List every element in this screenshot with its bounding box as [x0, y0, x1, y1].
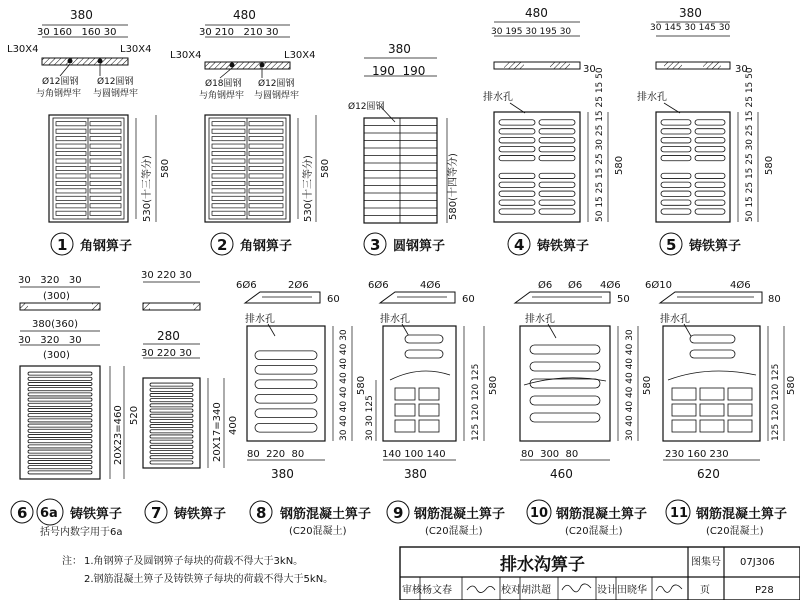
grate-bar: [90, 159, 121, 163]
d1-note-l2: 与角钢焊牢: [36, 89, 82, 99]
drain-slot: [695, 209, 725, 214]
d7-mid-row: 30 220 30: [141, 348, 192, 359]
drain-slot: [395, 388, 415, 400]
d1-note-r1: Ø12圆钢: [97, 77, 134, 87]
page-number: P28: [755, 585, 774, 596]
d5-hole-label: 排水孔: [637, 92, 667, 103]
d8-h: 60: [327, 294, 340, 305]
d6-mid-row: 30 320 30: [18, 335, 82, 346]
drain-slot: [700, 420, 724, 432]
d3-number: 3: [370, 236, 381, 254]
grate-bar: [90, 144, 121, 148]
drain-slot: [499, 147, 535, 152]
d4-thickness: 30: [583, 64, 596, 75]
d2-number: 2: [217, 236, 228, 254]
drain-slot: [539, 173, 575, 178]
drain-slot: [661, 209, 691, 214]
grate-bar: [56, 181, 86, 185]
drain-slot: [728, 420, 752, 432]
drain-slot: [28, 471, 92, 474]
drain-slot: [661, 138, 691, 143]
drain-slot: [539, 147, 575, 152]
atlas-number: 07J306: [740, 557, 775, 568]
grate-bar: [56, 189, 86, 193]
drain-slot: [695, 129, 725, 134]
d11-name: 钢筋混凝土箅子: [696, 507, 788, 522]
grate-bar: [249, 189, 283, 193]
d4-v-left: 50 15 25 15 25 30 25 15 25 15 50: [595, 67, 605, 222]
d3-name: 圆钢箅子: [393, 239, 446, 254]
drain-slot: [419, 420, 439, 432]
grate-bar: [212, 211, 245, 215]
d10-v-outer: 580: [642, 375, 653, 395]
drain-slot: [499, 155, 535, 160]
drain-slot: [539, 155, 575, 160]
drain-slot: [499, 200, 535, 205]
drain-slot: [28, 377, 92, 380]
grate-bar: [56, 151, 86, 155]
drain-slot: [150, 409, 193, 412]
drain-slot: [661, 200, 691, 205]
drain-slot: [28, 372, 92, 375]
drain-slot: [499, 209, 535, 214]
detail-3-round-steel-grate: [348, 42, 459, 255]
drain-slot: [690, 350, 735, 358]
drain-slot: [728, 388, 752, 400]
drain-slot: [150, 430, 193, 433]
d11-v-outer: 580: [786, 375, 797, 395]
note-line-2: 2.钢筋混凝土箅子及铸铁箅子每块的荷载不得大于5kN。: [84, 574, 334, 585]
page-label: 页: [700, 585, 710, 596]
grate-bar: [56, 122, 86, 126]
d9-hole-label: 排水孔: [380, 314, 410, 325]
grate-bar: [212, 159, 245, 163]
d2-note-r2: 与圆钢焊牢: [254, 91, 300, 101]
grate-bar: [56, 174, 86, 178]
drain-slot: [499, 138, 535, 143]
drain-slot: [661, 120, 691, 125]
drain-slot: [150, 445, 193, 448]
drain-slot: [695, 191, 725, 196]
drain-slot: [690, 335, 735, 343]
grate-bar: [212, 144, 245, 148]
d9-rebar-left: 6Ø6: [368, 280, 389, 291]
detail-11-rc-grate: [645, 279, 797, 537]
d9-h: 60: [462, 294, 475, 305]
d6-name: 铸铁箅子: [70, 507, 123, 522]
drain-slot: [530, 413, 600, 422]
drain-slot: [661, 147, 691, 152]
d1-note-l1: Ø12圆钢: [42, 77, 79, 87]
d10-sub: (C20混凝土): [565, 526, 623, 537]
drain-slot: [728, 404, 752, 416]
detail-6-cast-iron-grate: [11, 275, 140, 538]
d6-number: 6: [17, 504, 28, 522]
detail-7-cast-iron-grate: [141, 270, 239, 523]
drain-slot: [150, 388, 193, 391]
drain-slot: [661, 191, 691, 196]
drain-slot: [150, 404, 193, 407]
designer-name: 田晓华: [617, 585, 647, 596]
drain-slot: [661, 182, 691, 187]
detail-4-cast-iron-grate: [483, 6, 625, 255]
d5-v-right: 580: [764, 155, 775, 175]
drain-slot: [405, 350, 443, 358]
grate-bar: [249, 174, 283, 178]
detail-5-cast-iron-grate: [637, 6, 775, 255]
grate-bar: [90, 137, 121, 141]
d8-sub: (C20混凝土): [289, 526, 347, 537]
grate-bar: [249, 137, 283, 141]
d6-note: 括号内数字用于6a: [40, 527, 123, 538]
drain-slot: [28, 450, 92, 453]
d7-name: 铸铁箅子: [174, 507, 227, 522]
drain-slot: [661, 155, 691, 160]
drain-slot: [255, 394, 317, 403]
drain-slot: [499, 173, 535, 178]
d7-v-outer: 400: [228, 415, 239, 435]
drain-slot: [539, 182, 575, 187]
d5-name: 铸铁箅子: [689, 239, 742, 254]
detail-8-rc-grate: [236, 279, 371, 537]
drain-slot: [672, 388, 696, 400]
drain-slot: [419, 404, 439, 416]
d1-angle-right: L30X4: [120, 44, 152, 55]
d9-rebar-right: 4Ø6: [420, 280, 441, 291]
d3-top-total: 380: [388, 42, 411, 56]
drain-slot: [150, 456, 193, 459]
d6-mid-total: 380(360): [32, 319, 78, 330]
d5-v-left: 50 15 25 15 25 30 25 15 25 15 50: [745, 67, 755, 222]
d1-top-row: 30 160 160 30: [37, 27, 117, 38]
grate-bar: [212, 196, 245, 200]
drain-slot: [530, 362, 600, 371]
d11-rebar-right: 4Ø6: [730, 280, 751, 291]
drain-slot: [28, 388, 92, 391]
grate-bar: [212, 174, 245, 178]
grate-bar: [90, 196, 121, 200]
d1-name: 角钢箅子: [80, 239, 133, 254]
d7-top-row: 30 220 30: [141, 270, 192, 281]
grate-bar: [249, 211, 283, 215]
d2-note-r1: Ø12圆钢: [258, 79, 295, 89]
grate-bar: [249, 144, 283, 148]
grate-bar: [90, 204, 121, 208]
sheet-title: 排水沟箅子: [500, 555, 585, 575]
d10-number: 10: [530, 506, 549, 521]
d6a-number: 6a: [40, 506, 58, 521]
d6-mid-paren: (300): [43, 350, 70, 361]
title-block: [400, 547, 800, 600]
grate-bar: [249, 204, 283, 208]
d10-bot-row: 80 300 80: [521, 449, 579, 460]
drain-slot: [419, 388, 439, 400]
d10-bot-total: 460: [550, 467, 573, 481]
drain-slot: [28, 414, 92, 417]
drain-slot: [695, 138, 725, 143]
drain-slot: [255, 351, 317, 360]
grate-bar: [90, 151, 121, 155]
d2-note-l2: 与角钢焊牢: [199, 91, 245, 101]
drain-slot: [28, 460, 92, 463]
d10-hole-label: 排水孔: [525, 314, 555, 325]
drain-slot: [150, 461, 193, 464]
d8-bot-row: 80 220 80: [247, 449, 305, 460]
drain-slot: [499, 191, 535, 196]
drain-slot: [255, 380, 317, 389]
grate-bar: [212, 137, 245, 141]
drain-slot: [28, 408, 92, 411]
drain-slot: [539, 200, 575, 205]
d1-v-inner: 530(十三等分): [142, 155, 153, 222]
drain-slot: [28, 434, 92, 437]
drain-slot: [28, 455, 92, 458]
d7-mid-total: 280: [157, 329, 180, 343]
d11-number: 11: [670, 506, 689, 521]
d2-v-inner: 530(十三等分): [303, 155, 314, 222]
d7-number: 7: [151, 504, 162, 522]
drain-slot: [28, 393, 92, 396]
reviewer-name: 杨文春: [422, 585, 452, 596]
drain-slot: [499, 120, 535, 125]
drain-slot: [255, 409, 317, 418]
d4-number: 4: [514, 236, 525, 254]
d1-note-r2: 与圆钢焊牢: [93, 89, 139, 99]
d8-bot-total: 380: [271, 467, 294, 481]
d6-top-row: 30 320 30: [18, 275, 82, 286]
d11-v-right: 125 120 120 125: [771, 363, 781, 441]
d7-v-inner: 20X17=340: [212, 402, 223, 462]
drain-slot: [499, 182, 535, 187]
grate-bar: [212, 122, 245, 126]
d8-v-left: 30 40 40 40 40 40 40 30: [339, 329, 349, 441]
d10-rebar-right: 4Ø6: [600, 280, 621, 291]
drain-slot: [28, 398, 92, 401]
d4-hole-label: 排水孔: [483, 92, 513, 103]
drain-slot: [150, 440, 193, 443]
d4-top-row: 30 195 30 195 30: [491, 27, 572, 37]
drain-slot: [695, 147, 725, 152]
d11-hole-label: 排水孔: [660, 314, 690, 325]
detail-2-angle-steel-grate: [170, 8, 331, 255]
d11-h: 80: [768, 294, 781, 305]
d11-sub: (C20混凝土): [706, 526, 764, 537]
d2-top-total: 480: [233, 8, 256, 22]
grate-bar: [90, 122, 121, 126]
grate-bar: [212, 181, 245, 185]
drain-slot: [28, 429, 92, 432]
drain-slot: [28, 440, 92, 443]
detail-10-rc-grate: [515, 279, 653, 537]
grate-bar: [249, 196, 283, 200]
drain-slot: [695, 200, 725, 205]
drain-slot: [28, 382, 92, 385]
drain-slot: [530, 379, 600, 388]
d8-number: 8: [256, 504, 267, 522]
drain-slot: [395, 404, 415, 416]
checker-name: 胡洪超: [521, 585, 551, 596]
drain-slot: [700, 404, 724, 416]
review-label: 审核: [402, 585, 422, 596]
d9-bot-row: 140 100 140: [382, 449, 446, 460]
drain-slot: [150, 393, 193, 396]
drain-slot: [539, 191, 575, 196]
drain-slot: [150, 435, 193, 438]
d6-v-inner: 20X23=460: [113, 405, 124, 465]
d3-note: Ø12圆钢: [348, 102, 385, 112]
note-line-1: 1.角钢箅子及圆钢箅子每块的荷载不得大于3kN。: [84, 556, 304, 567]
drain-slot: [672, 420, 696, 432]
grate-bar: [249, 181, 283, 185]
d4-name: 铸铁箅子: [537, 239, 590, 254]
grate-bar: [56, 166, 86, 170]
d6-top-paren: (300): [43, 291, 70, 302]
grate-bar: [90, 174, 121, 178]
drain-slot: [668, 371, 756, 380]
grate-bar: [56, 211, 86, 215]
drain-slot: [672, 404, 696, 416]
drain-slot: [395, 420, 415, 432]
grate-bar: [90, 181, 121, 185]
grate-bar: [212, 129, 245, 133]
drain-slot: [28, 419, 92, 422]
d9-name: 钢筋混凝土箅子: [414, 507, 506, 522]
drain-slot: [661, 129, 691, 134]
drain-slot: [28, 424, 92, 427]
d4-top-total: 480: [525, 6, 548, 20]
check-label: 校对: [501, 585, 521, 596]
drain-slot: [695, 182, 725, 187]
drain-slot: [499, 129, 535, 134]
d8-v-outer: 580: [356, 375, 367, 395]
d10-h: 50: [617, 294, 630, 305]
d2-note-l1: Ø18圆钢: [205, 79, 242, 89]
detail-9-rc-grate: [365, 279, 505, 537]
d5-top-total: 380: [679, 6, 702, 20]
d1-v-outer: 580: [160, 158, 171, 178]
d2-v-outer: 580: [320, 158, 331, 178]
drain-slot: [405, 335, 443, 343]
grate-bar: [212, 189, 245, 193]
atlas-label: 图集号: [691, 557, 721, 568]
d11-rebar-left: 6Ø10: [645, 280, 672, 291]
d10-rebar-left: Ø6: [538, 280, 553, 291]
d9-v-outer: 580: [488, 375, 499, 395]
d4-v-right: 580: [614, 155, 625, 175]
d8-name: 钢筋混凝土箅子: [280, 507, 372, 522]
drain-slot: [150, 419, 193, 422]
drain-slot: [700, 388, 724, 400]
drain-slot: [661, 173, 691, 178]
grate-bar: [212, 151, 245, 155]
d1-number: 1: [57, 236, 68, 254]
drain-slot: [539, 120, 575, 125]
grate-bar: [249, 166, 283, 170]
d8-rebar-left: 6Ø6: [236, 280, 257, 291]
grate-bar: [56, 129, 86, 133]
notes-label: 注：: [62, 556, 82, 567]
drain-slot: [150, 450, 193, 453]
grate-bar: [90, 189, 121, 193]
d8-hole-label: 排水孔: [245, 314, 275, 325]
drain-slot: [28, 403, 92, 406]
d11-bot-total: 620: [697, 467, 720, 481]
d10-name: 钢筋混凝土箅子: [556, 507, 648, 522]
design-label: 设计: [597, 585, 617, 596]
d1-angle-left: L30X4: [7, 44, 39, 55]
d3-top-row: 190 190: [372, 64, 426, 78]
d10-rebar-mid: Ø6: [568, 280, 583, 291]
drain-slot: [150, 414, 193, 417]
d9-sub: (C20混凝土): [425, 526, 483, 537]
general-notes: [62, 554, 333, 585]
grate-bar: [212, 166, 245, 170]
grate-bar: [56, 137, 86, 141]
d8-rebar-right: 2Ø6: [288, 280, 309, 291]
d10-v-left: 30 40 40 40 40 40 40 30: [625, 329, 635, 441]
d1-top-total: 380: [70, 8, 93, 22]
drain-slot: [539, 129, 575, 134]
drain-slot: [695, 120, 725, 125]
drain-slot: [150, 399, 193, 402]
d3-v-inner: 580(十四等分): [448, 153, 459, 220]
drain-slot: [28, 466, 92, 469]
grate-bar: [56, 159, 86, 163]
grate-bar: [90, 166, 121, 170]
d5-top-row: 30 145 30 145 30: [650, 23, 731, 33]
grate-bar: [249, 159, 283, 163]
grate-bar: [90, 211, 121, 215]
grate-bar: [90, 129, 121, 133]
d9-number: 9: [393, 504, 404, 522]
d2-name: 角钢箅子: [240, 239, 293, 254]
d2-top-row: 30 210 210 30: [199, 27, 279, 38]
grate-bar: [249, 151, 283, 155]
drain-slot: [530, 345, 600, 354]
d5-thickness: 30: [735, 64, 748, 75]
drain-slot: [390, 371, 450, 380]
d9-v-left: 30 30 125: [365, 395, 375, 441]
d2-angle-left: L30X4: [170, 50, 202, 61]
d11-bot-row: 230 160 230: [665, 449, 729, 460]
drain-slot: [150, 383, 193, 386]
drain-slot: [150, 425, 193, 428]
drain-slot: [28, 445, 92, 448]
d6-v-outer: 520: [129, 405, 140, 425]
grate-bar: [249, 122, 283, 126]
d9-bot-total: 380: [404, 467, 427, 481]
grate-bar: [56, 144, 86, 148]
grate-bar: [56, 204, 86, 208]
drain-slot: [255, 365, 317, 374]
drain-slot: [695, 155, 725, 160]
grate-bar: [249, 129, 283, 133]
drain-slot: [539, 209, 575, 214]
drain-slot: [530, 396, 600, 405]
drain-slot: [539, 138, 575, 143]
d5-number: 5: [666, 236, 677, 254]
drain-slot: [695, 173, 725, 178]
d9-v-right: 125 120 120 125: [471, 363, 481, 441]
grate-bar: [212, 204, 245, 208]
d2-angle-right: L30X4: [284, 50, 316, 61]
detail-1-angle-steel-grate: [7, 8, 171, 255]
drain-slot: [255, 423, 317, 432]
grate-bar: [56, 196, 86, 200]
